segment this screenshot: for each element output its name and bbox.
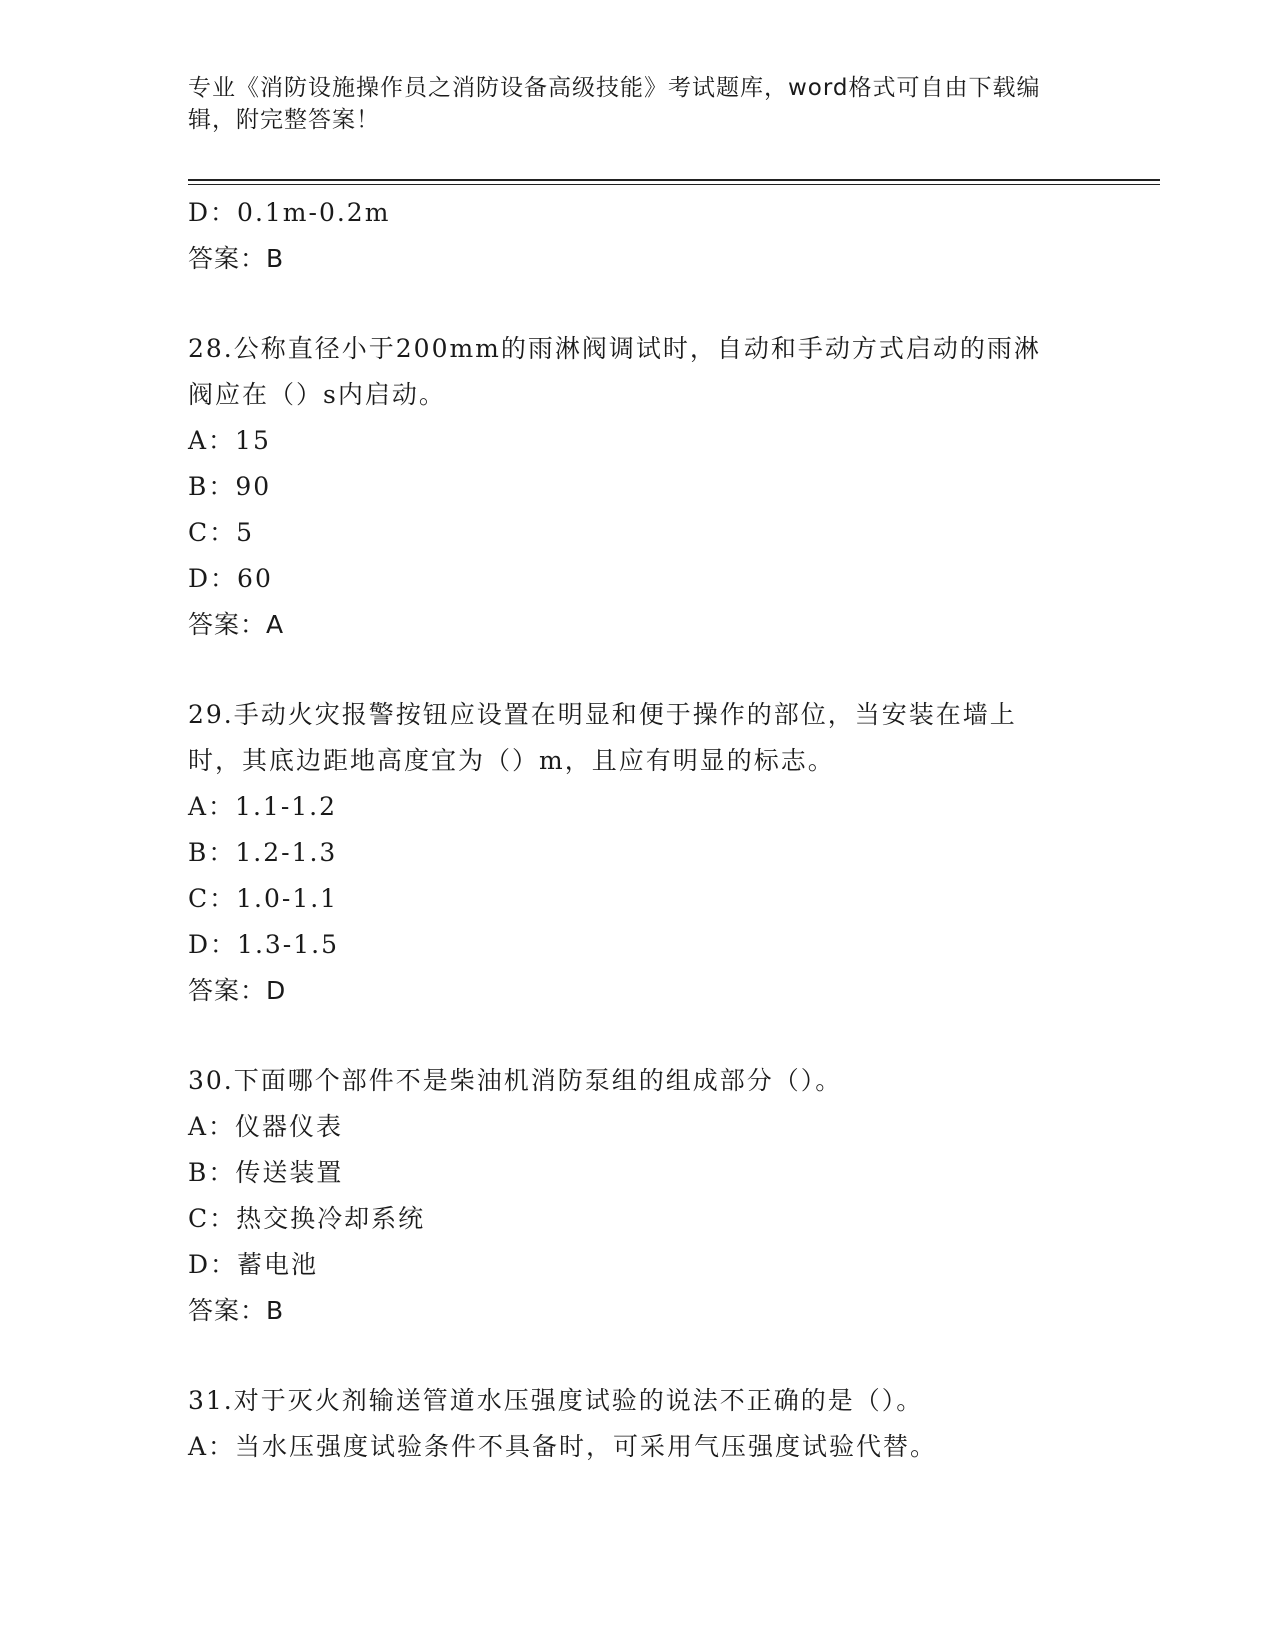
answer-line: 答案：D — [188, 976, 287, 1005]
option-c: C：5 — [188, 518, 255, 547]
question-30 — [188, 1058, 1088, 1334]
option-a: A：1.1-1.2 — [188, 792, 338, 821]
question-text-line-1: 28.公称直径小于200mm的雨淋阀调试时，自动和手动方式启动的雨淋 — [188, 334, 1041, 363]
answer-line: 答案：A — [188, 610, 285, 639]
option-a: A：当水压强度试验条件不具备时，可采用气压强度试验代替。 — [188, 1432, 938, 1461]
option-d: D：60 — [188, 564, 273, 593]
option-d: D：0.1m-0.2m — [188, 198, 391, 227]
option-c: C：热交换冷却系统 — [188, 1204, 426, 1233]
option-b: B：传送装置 — [188, 1158, 344, 1187]
option-a: A：15 — [188, 426, 271, 455]
option-c: C：1.0-1.1 — [188, 884, 339, 913]
header-line-1: 专业《消防设施操作员之消防设备高级技能》考试题库，word格式可自由下载编 — [188, 75, 1041, 101]
option-d: D：蓄电池 — [188, 1250, 319, 1279]
question-28 — [188, 326, 1088, 648]
question-text-line-2: 阀应在（）s内启动。 — [188, 380, 446, 409]
option-b: B：90 — [188, 472, 272, 501]
option-a: A：仪器仪表 — [188, 1112, 344, 1141]
question-text-line-1: 30.下面哪个部件不是柴油机消防泵组的组成部分（）。 — [188, 1066, 843, 1095]
header-divider-thick — [188, 179, 1160, 181]
question-text-line-1: 29.手动火灾报警按钮应设置在明显和便于操作的部位，当安装在墙上 — [188, 700, 1017, 729]
question-list — [188, 190, 1088, 1470]
option-d: D：1.3-1.5 — [188, 930, 340, 959]
header-divider-thin — [188, 184, 1160, 185]
option-b: B：1.2-1.3 — [188, 838, 338, 867]
question-text-line-2: 时，其底边距地高度宜为（）m，且应有明显的标志。 — [188, 746, 835, 775]
question-text-line-1: 31.对于灭火剂输送管道水压强度试验的说法不正确的是（）。 — [188, 1386, 924, 1415]
question-31 — [188, 1378, 1088, 1470]
header-line-2: 辑，附完整答案！ — [188, 107, 380, 133]
answer-line: 答案：B — [188, 1296, 285, 1325]
previous-question-tail — [188, 190, 1088, 282]
page-header — [188, 72, 1078, 136]
answer-line: 答案：B — [188, 244, 285, 273]
question-29 — [188, 692, 1088, 1014]
